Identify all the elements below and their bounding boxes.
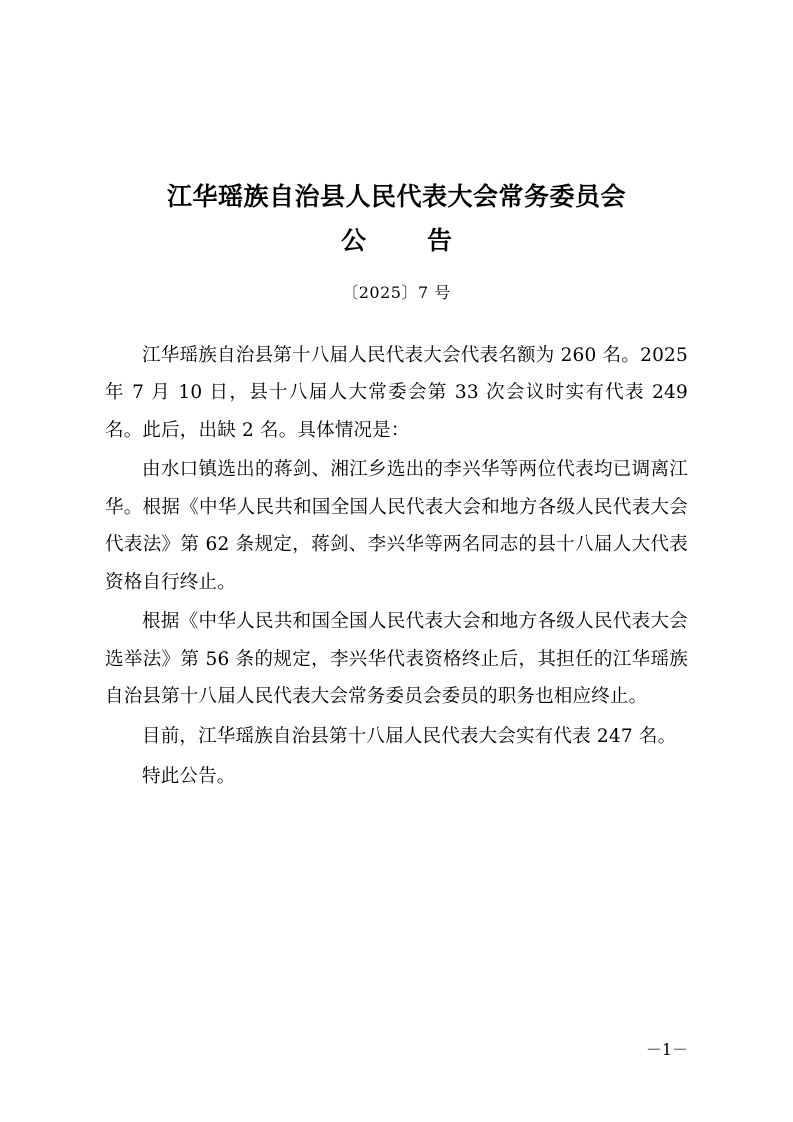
document-type-heading: 公 告 <box>340 225 470 255</box>
page-title: 江华瑶族自治县人民代表大会常务委员会 <box>166 182 626 211</box>
document-number: 〔2025〕7 号 <box>342 282 451 302</box>
paragraph: 江华瑶族自治县第十八届人民代表大会代表名额为 260 名。2025 年 7 月 10 日，县十八届人大常委会第 33 次会议时实有代表 249 名。此后，出缺 2 名。具体情况是： <box>105 344 688 441</box>
paragraph: 特此公告。 <box>142 765 236 787</box>
page-number: －1－ <box>645 1040 688 1059</box>
paragraph: 由水口镇选出的蒋剑、湘江乡选出的李兴华等两位代表均已调离江华。根据《中华人民共和国全国人民代表大会和地方各级人民代表大会代表法》第 62 条规定，蒋剑、李兴华等两名同志的县十八届人大代表资格自行终止。 <box>105 459 688 593</box>
paragraph: 根据《中华人民共和国全国人民代表大会和地方各级人民代表大会选举法》第 56 条的规定，李兴华代表资格终止后，其担任的江华瑶族自治县第十八届人民代表大会常务委员会委员的职务也相应终止。 <box>105 611 688 708</box>
document-body <box>105 303 688 796</box>
paragraph: 目前，江华瑶族自治县第十八届人民代表大会实有代表 247 名。 <box>142 725 677 747</box>
